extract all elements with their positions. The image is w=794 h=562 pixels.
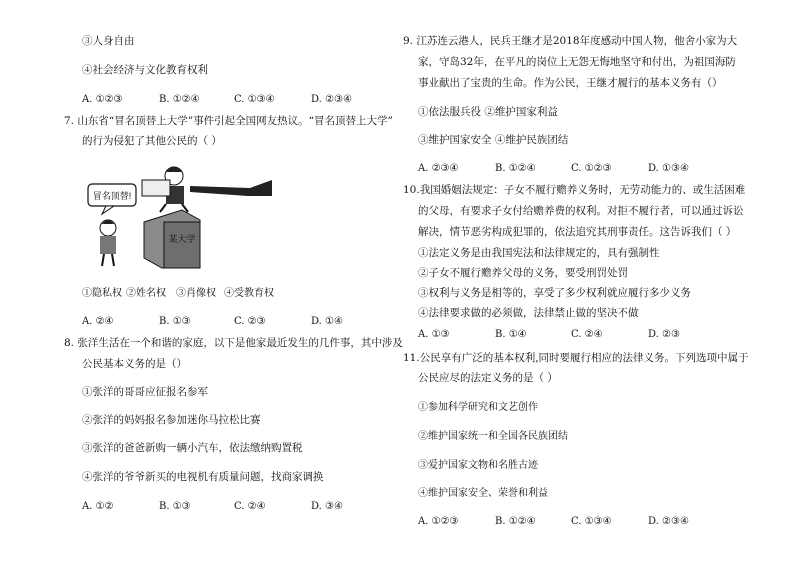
q7-option-d[interactable]: D. ①④ — [311, 316, 343, 327]
q7-right-3: ③肖像权 — [176, 288, 216, 299]
figure-hair — [166, 167, 182, 172]
q10-option-a[interactable]: A. ①③ — [418, 329, 450, 340]
q10-item1: ①法定义务是由我国宪法和法律规定的，具有强制性 — [418, 247, 660, 259]
speech-bubble-tail — [102, 206, 114, 214]
q11-item1: ①参加科学研究和文艺创作 — [418, 402, 538, 413]
q8-option-b[interactable]: B. ①③ — [159, 501, 191, 512]
q11-option-b[interactable]: B. ①②④ — [495, 516, 536, 527]
q9-items-line1: ①依法服兵役 ②维护国家利益 — [418, 106, 558, 118]
q11-option-a[interactable]: A. ①②③ — [418, 516, 459, 527]
small-figure-body — [100, 236, 116, 254]
q9-items-line2: ③维护国家安全 ④维护民族团结 — [418, 134, 569, 146]
q10-item3: ③权利与义务是相等的，享受了多少权利就应履行多少义务 — [418, 287, 691, 299]
q8-option-c[interactable]: C. ②④ — [234, 501, 266, 512]
q7-right-1: ①隐私权 — [82, 288, 122, 299]
q10-option-d[interactable]: D. ②③ — [648, 329, 680, 340]
q9-options — [418, 162, 718, 175]
book-cover — [164, 222, 200, 268]
q7-stem-line2: 的行为侵犯了其他公民的（ ） — [82, 135, 222, 147]
q7-right-2: ②姓名权 — [126, 288, 166, 299]
q10-stem-line3: 解决，情节恶劣构成犯罪的，依法追究其刑事责任。这告诉我们（ ） — [418, 226, 737, 238]
q9-stem-line3: 事业献出了宝贵的生命。作为公民，王继才履行的基本义务有（） — [418, 77, 723, 89]
q9-stem-line1: 9. 江苏连云港人，民兵王继才是2018年度感动中国人物，他舍小家为大 — [403, 35, 738, 47]
q8-stem-line1: 8. 张洋生活在一个和谐的家庭，以下是他家最近发生的几件事，其中涉及 — [64, 337, 403, 349]
q10-stem-line1: 10.我国婚姻法规定：子女不履行赡养义务时，无劳动能力的、或生活困难 — [403, 184, 746, 196]
q7-option-b[interactable]: B. ①③ — [159, 316, 191, 327]
q10-option-c[interactable]: C. ②④ — [571, 329, 603, 340]
q10-item4: ④法律要求做的必须做，法律禁止做的坚决不做 — [418, 307, 639, 319]
q6-option-a[interactable]: A. ①②③ — [82, 94, 123, 105]
q11-item2: ②维护国家统一和全国各民族团结 — [418, 431, 568, 442]
q6-option-b[interactable]: B. ①②④ — [159, 94, 200, 105]
small-figure-hair — [102, 220, 114, 224]
q9-option-b[interactable]: B. ①②④ — [495, 163, 536, 174]
q7-right-4: ④受教育权 — [224, 288, 274, 299]
q6-option-d[interactable]: D. ②③④ — [311, 94, 352, 105]
q6-item4: ④社会经济与文化教育权利 — [82, 64, 208, 76]
q8-option-a[interactable]: A. ①② — [82, 501, 114, 512]
q7-option-a[interactable]: A. ②④ — [82, 316, 114, 327]
q8-options — [82, 500, 382, 513]
speech-bubble-text: 冒名顶替! — [92, 191, 132, 201]
q8-option-d[interactable]: D. ③④ — [311, 501, 343, 512]
q11-stem-line2: 公民应尽的法定义务的是（ ） — [418, 372, 558, 384]
q11-item4: ④维护国家安全、荣誉和利益 — [418, 488, 548, 499]
q9-option-c[interactable]: C. ①②③ — [571, 163, 612, 174]
q11-options — [418, 515, 718, 528]
q8-item4: ④张洋的爷爷新买的电视机有质量问题，找商家调换 — [82, 471, 324, 483]
q8-item1: ①张洋的哥哥应征报名参军 — [82, 386, 208, 398]
q7-stem-line1: 7. 山东省“冒名顶替上大学”事件引起全国网友热议。“冒名顶替上大学” — [64, 115, 393, 127]
held-card — [142, 180, 170, 196]
q6-options — [82, 93, 382, 106]
q10-stem-line2: 的父母，有要求子女付给赡养费的权利。对拒不履行者，可以通过诉讼 — [418, 205, 744, 217]
q10-option-b[interactable]: B. ①④ — [495, 329, 527, 340]
q11-item3: ③爱护国家文物和名胜古迹 — [418, 460, 538, 471]
q8-item3: ③张洋的爸爸新购一辆小汽车，依法缴纳购置税 — [82, 442, 303, 454]
q7-options — [82, 315, 382, 328]
q8-stem-line2: 公民基本义务的是（） — [82, 358, 187, 370]
q11-option-d[interactable]: D. ②③④ — [648, 516, 689, 527]
small-figure-legs — [102, 254, 114, 266]
q7-rights-list — [82, 287, 282, 300]
q9-option-a[interactable]: A. ②③④ — [418, 163, 459, 174]
q6-item3: ③人身自由 — [82, 35, 135, 47]
book-label: 某大学 — [168, 234, 196, 244]
q11-option-c[interactable]: C. ①③④ — [571, 516, 612, 527]
q10-options — [418, 328, 718, 341]
q10-item2: ②子女不履行赡养父母的义务，要受刑罚处罚 — [418, 267, 628, 279]
pointing-arm — [190, 180, 272, 196]
q7-cartoon-image — [82, 162, 274, 270]
q9-stem-line2: 家，守岛32年，在平凡的岗位上无怨无悔地坚守和付出，为祖国海防 — [418, 56, 736, 68]
q9-option-d[interactable]: D. ①③④ — [648, 163, 689, 174]
q11-stem-line1: 11.公民享有广泛的基本权利,同时要履行相应的法律义务。下列选项中属于 — [403, 352, 749, 364]
q7-option-c[interactable]: C. ②③ — [234, 316, 266, 327]
q8-item2: ②张洋的妈妈报名参加迷你马拉松比赛 — [82, 414, 261, 426]
q6-option-c[interactable]: C. ①③④ — [234, 94, 275, 105]
